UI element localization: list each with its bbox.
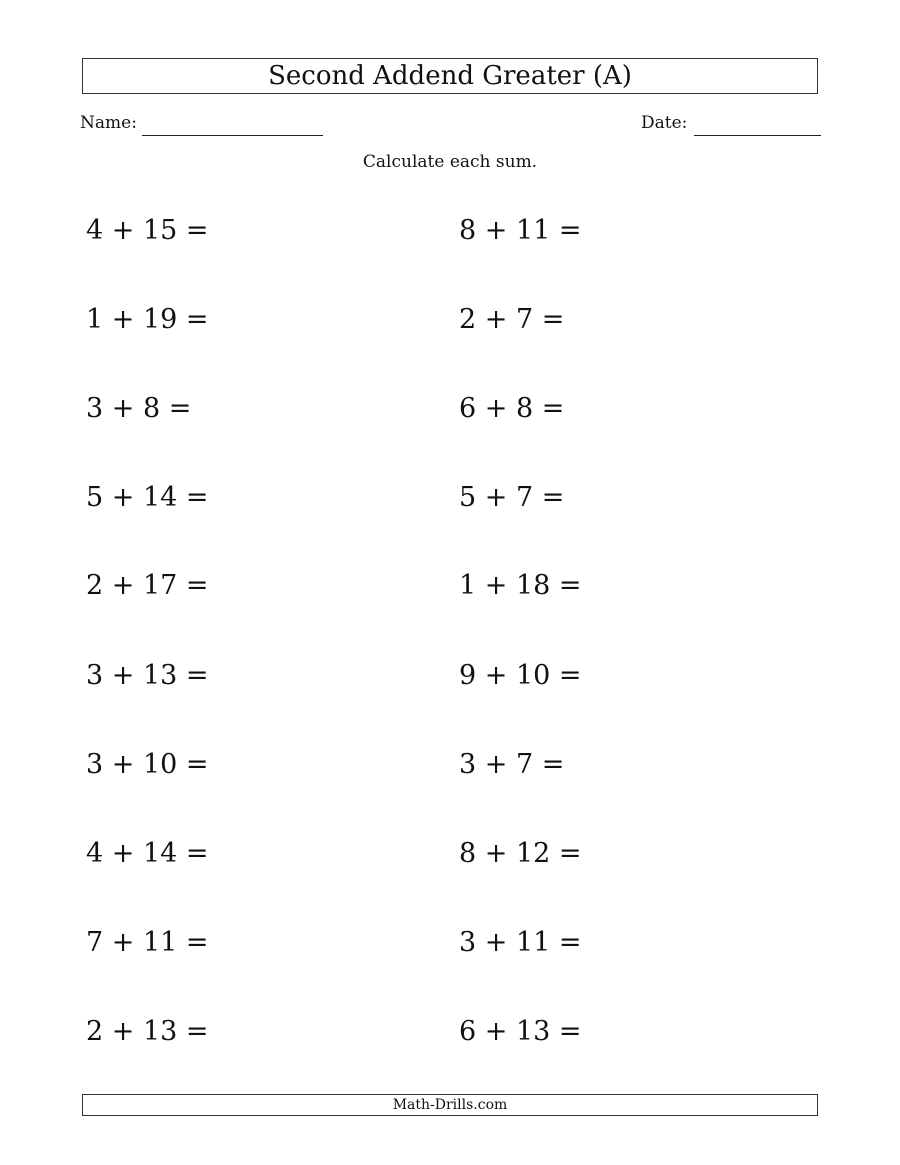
date-field-line — [694, 135, 821, 136]
date-label: Date: — [641, 113, 688, 133]
problem-right-1: 8 + 11 = — [459, 215, 582, 246]
name-field-line — [142, 135, 323, 136]
problem-left-4: 5 + 14 = — [86, 482, 209, 513]
problem-left-9: 7 + 11 = — [86, 927, 209, 958]
problem-left-6: 3 + 13 = — [86, 660, 209, 691]
problem-right-9: 3 + 11 = — [459, 927, 582, 958]
problem-right-7: 3 + 7 = — [459, 749, 565, 780]
problem-left-7: 3 + 10 = — [86, 749, 209, 780]
problem-right-6: 9 + 10 = — [459, 660, 582, 691]
problem-right-4: 5 + 7 = — [459, 482, 565, 513]
problem-right-8: 8 + 12 = — [459, 838, 582, 869]
problem-right-10: 6 + 13 = — [459, 1016, 582, 1047]
problem-left-2: 1 + 19 = — [86, 304, 209, 335]
problem-left-1: 4 + 15 = — [86, 215, 209, 246]
problem-right-3: 6 + 8 = — [459, 393, 565, 424]
problem-right-2: 2 + 7 = — [459, 304, 565, 335]
worksheet-title: Second Addend Greater (A) — [82, 58, 818, 94]
problem-right-5: 1 + 18 = — [459, 570, 582, 601]
problem-left-3: 3 + 8 = — [86, 393, 192, 424]
problem-left-8: 4 + 14 = — [86, 838, 209, 869]
problem-left-10: 2 + 13 = — [86, 1016, 209, 1047]
name-label: Name: — [80, 113, 137, 133]
problem-left-5: 2 + 17 = — [86, 570, 209, 601]
instructions: Calculate each sum. — [362, 152, 538, 172]
footer-attribution: Math-Drills.com — [82, 1094, 818, 1116]
